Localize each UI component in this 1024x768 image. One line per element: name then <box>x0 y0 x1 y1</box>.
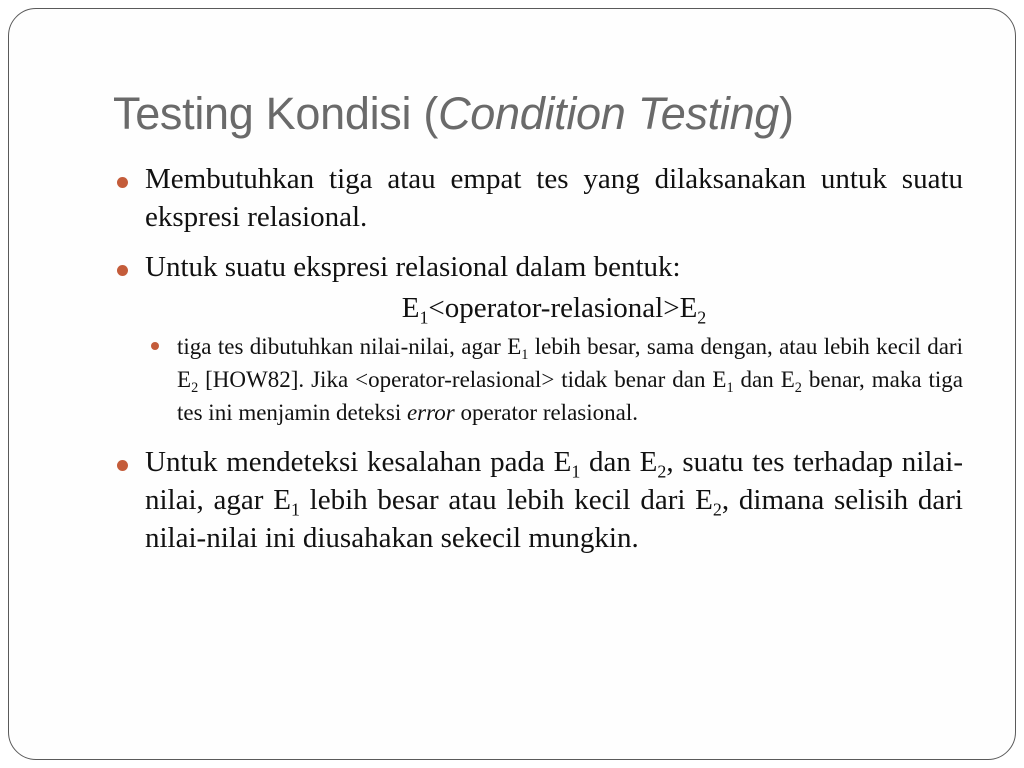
subscript: 1 <box>521 346 529 363</box>
text-part: , dimana selisih dari nilai-nilai ini diusahakan sekecil mungkin. <box>145 484 963 554</box>
bullet-item-1 <box>113 160 963 236</box>
subscript: 2 <box>657 461 667 482</box>
slide-body <box>113 160 963 569</box>
text-part: lebih besar atau lebih kecil dari E <box>299 484 713 516</box>
sub-text-part: tiga tes dibutuhkan nilai-nilai, agar E <box>177 334 522 359</box>
text-part: Untuk mendeteksi kesalahan pada E <box>145 446 572 478</box>
bullet-item-2 <box>113 248 963 286</box>
bullet-text: Membutuhkan tiga atau empat tes yang dilaksanakan untuk suatu ekspresi relasional. <box>145 163 963 233</box>
sub-bullet-icon <box>151 342 159 350</box>
relational-expression-formula <box>113 290 963 326</box>
subscript: 1 <box>571 461 581 482</box>
formula-e1: E <box>401 292 420 324</box>
sub-text-part: dan E <box>733 367 795 392</box>
sub-bullet-item-1 <box>113 330 963 429</box>
title-close: ) <box>779 88 794 139</box>
bullet-icon <box>117 265 128 276</box>
bullet-icon <box>117 177 128 188</box>
subscript: 2 <box>712 499 722 520</box>
bullet-item-3 <box>113 443 963 557</box>
error-word-italic: error <box>406 400 455 425</box>
sub-text-part: [HOW82]. Jika <operator-relasional> tidak benar dan E <box>198 367 727 392</box>
sub-text-part: operator relasional. <box>454 400 638 425</box>
text-part: , suatu tes terhadap nilai-nilai, agar E <box>145 446 963 516</box>
subscript: 1 <box>726 379 734 396</box>
subscript: 2 <box>191 379 199 396</box>
subscript: 2 <box>794 379 802 396</box>
formula-e1-sub: 1 <box>419 307 429 328</box>
subscript: 1 <box>290 499 300 520</box>
formula-e2: E <box>679 292 698 324</box>
slide-title <box>113 84 973 144</box>
sub-text-part: lebih besar, sama dengan, atau lebih kecil dari E <box>177 334 963 392</box>
bullet-icon <box>117 460 128 471</box>
text-part: dan E <box>580 446 658 478</box>
sub-text-part: benar, maka tiga tes ini menjamin deteksi <box>177 367 963 425</box>
title-plain: Testing Kondisi ( <box>113 88 439 139</box>
bullet-text <box>145 446 963 554</box>
formula-operator: <operator-relasional> <box>428 292 680 324</box>
sub-bullet-text <box>177 334 963 425</box>
bullet-text: Untuk suatu ekspresi relasional dalam bentuk: <box>145 251 681 283</box>
formula-e2-sub: 2 <box>697 307 707 328</box>
title-italic: Condition Testing <box>438 88 780 139</box>
